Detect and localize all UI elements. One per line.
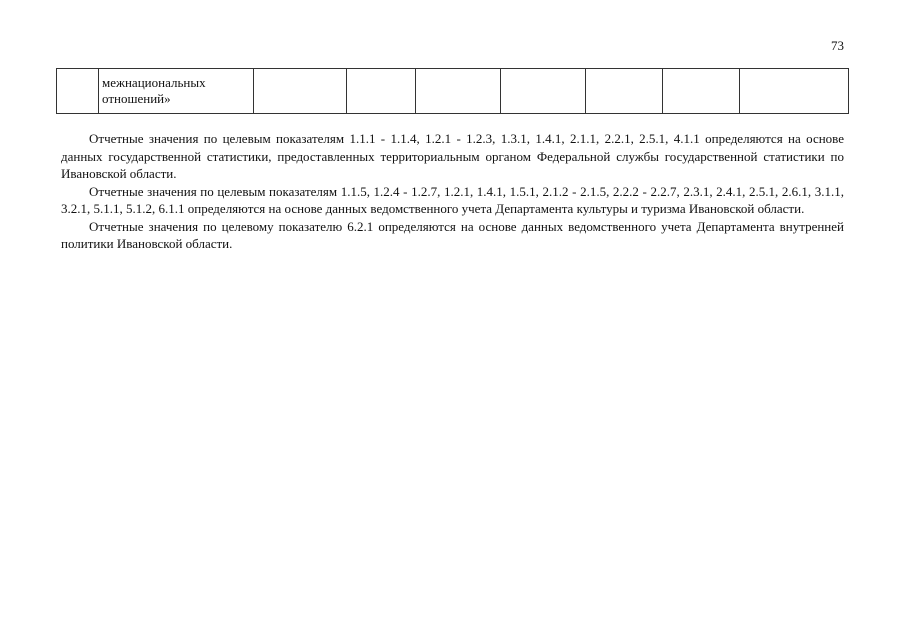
table-cell: [347, 69, 416, 114]
paragraph-state-statistics: Отчетные значения по целевым показателям 1.1.1 - 1.1.4, 1.2.1 - 1.2.3, 1.3.1, 1.4.1, 2.1.1, 2.2.1, 2.5.1, 4.1.1 определяются на основе данных государственной статистики, предоставленных территориальным органом Федеральной службы государственной статистики по Ивановской области.: [61, 131, 844, 181]
table-cell-text-line2: отношений»: [102, 91, 171, 106]
paragraph-internal-policy-department: Отчетные значения по целевому показателю 6.2.1 определяются на основе данных ведомственного учета Департамента внутренней политики Ивановской области.: [61, 218, 844, 251]
indicator-table: [56, 68, 849, 114]
table-cell: [254, 69, 347, 114]
table-cell-name: [99, 69, 254, 114]
table-cell-number: [57, 69, 99, 114]
paragraph-culture-department: Отчетные значения по целевым показателям 1.1.5, 1.2.4 - 1.2.7, 1.2.1, 1.4.1, 1.5.1, 2.1.2 - 2.1.5, 2.2.2 - 2.2.7, 2.3.1, 2.4.1, 2.5.1, 2.6.1, 3.1.1, 3.2.1, 5.1.1, 5.1.2, 6.1.1 определяются на основе данных ведомственного учета Департамента культуры и туризма Ивановской области.: [61, 183, 844, 216]
table-cell: [501, 69, 586, 114]
table-cell-text-line1: межнациональных: [102, 75, 206, 90]
table-cell: [663, 69, 740, 114]
table-row: [57, 69, 849, 114]
table-cell: [586, 69, 663, 114]
page-number: 73: [831, 38, 844, 53]
table-cell: [740, 69, 849, 114]
body-text: [61, 130, 844, 253]
table-cell: [416, 69, 501, 114]
